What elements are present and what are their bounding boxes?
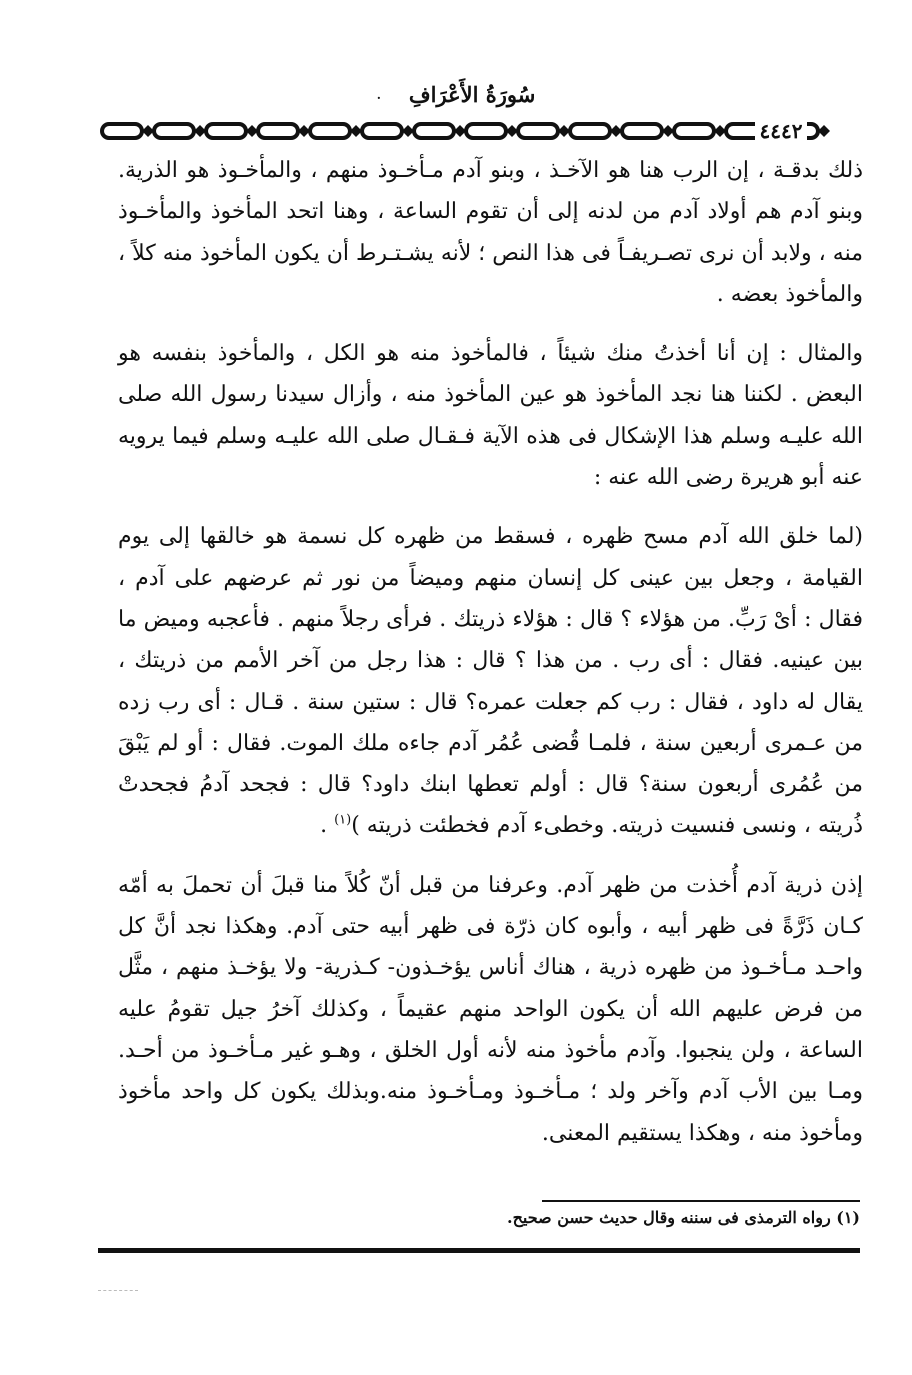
chain-ornament-icon: [100, 118, 862, 144]
page-number: ٤٤٤٢: [755, 118, 807, 144]
paragraph-2: والمثال : إن أنا أخذتُ منك شيئاً ، فالمأخوذ منه هو الكل ، والمأخوذ بنفسه هو البعض . لكننا هنا نجد المأخوذ هو عين المأخوذ منه ، وأزال سيدنا رسول الله صلى الله عليـه وسلم هذا الإشكال فى هذه الآية فـقـال صلى الله عليـه وسلم فيما يرويه عنه أبو هريرة رضى الله عنه :: [118, 341, 863, 491]
chain-diamond-13: [818, 125, 830, 137]
scan-mark: [98, 1290, 138, 1291]
chain-link-1: [154, 124, 194, 138]
chain-link-3: [258, 124, 298, 138]
paragraph-1: ذلك بدقـة ، إن الرب هنا هو الآخـذ ، وبنو آدم مـأخـوذ منهم ، والمأخـوذ هو الذرية. وبنو آدم هم أولاد آدم من لدنه إلى أن تقوم الساعة ، وهنا اتحد المأخوذ والمأخـوذ منه ، ولابد أن نرى تصـريفـاً فى هذا النص ؛ لأنه يشـتـرط أن يكون المأخوذ منه كلاً ، والمأخوذ بعضه .: [118, 158, 863, 307]
hadith-end: .: [320, 813, 335, 839]
chain-link-2: [206, 124, 246, 138]
footnote-reference[interactable]: (١): [334, 813, 352, 829]
paragraph-4: إذن ذرية آدم أُخذت من ظهر آدم. وعرفنا من قبل أنّ كُلاً منا قبلَ أن تحملَ به أمّه كـان ذَرَّةً فى ظهر أبيه ، وأبوه كان ذرّة فى ظهر أبيه حتى آدم. وهكذا نجد أنَّ كل واحـد مـأخـوذ من ظهره ذرية ، هناك أناس يؤخـذون- كـذرية- ولا يؤخـذ منهم ، مثَّل من فرض عليهم الله أن يكون الواحد منهم عقيماً ، وكذلك آخرُ جيل تقومُ عليه الساعة ، ولن ينجبوا. وآدم مأخوذ منه لأنه أول الخلق ، وهـو غير مـأخـوذ من أحـد. ومـا بين الأب آدم وآخر ولد ؛ مـأخـوذ ومـأخـوذ منه.وبذلك يكون كل واحد مأخوذ ومأخوذ منه ، وهكذا يستقيم المعنى.: [118, 872, 863, 1146]
chain-link-9: [570, 124, 610, 138]
chain-link-8: [518, 124, 558, 138]
chain-link-6: [414, 124, 454, 138]
chain-link-5: [362, 124, 402, 138]
surah-title-text: سُورَةُ الأَعْرَافِ: [408, 82, 536, 107]
title-dot: ·: [376, 91, 381, 105]
header-ornament-border: [100, 118, 862, 144]
hadith-paragraph: [118, 516, 863, 846]
chain-link-7: [466, 124, 506, 138]
chain-link-0: [102, 124, 142, 138]
page-bottom-rule: [98, 1248, 860, 1253]
footnote: (١) رواه الترمذى فى سننه وقال حديث حسن صحيح.: [507, 1208, 860, 1227]
chain-link-10: [622, 124, 662, 138]
chain-link-4: [310, 124, 350, 138]
surah-title: [0, 82, 912, 107]
chain-link-11: [674, 124, 714, 138]
footnote-divider: [542, 1200, 860, 1202]
hadith-text: (لما خلق الله آدم مسح ظهره ، فسقط من ظهره كل نسمة هو خالقها إلى يوم القيامة ، وجعل بين عينى كل إنسان منهم وميضاً من نور ثم عرضهم على آدم ، فقال : أىْ رَبِّ. من هؤلاء ؟ قال : هؤلاء ذريتك . فرأى رجلاً منهم . فأعجبه وميض ما بين عينيه. فقال : أى رب . من هذا ؟ قال : هذا رجل من آخر الأمم من ذريتك ، يقال له داود ، فقال : رب كم جعلت عمره؟ قال : ستين سنة . قـال : أى رب زده من عـمرى أربعين سنة ، فلمـا قُضى عُمُر آدم جاءه ملك الموت. فقال : أو لم يَبْقَ من عُمُرى أربعون سنة؟ قال : أولم تعطها ابنك داود؟ قال : فجحد آدمُ فجحدتْ ذُريته ، ونسى فنسيت ذريته. وخطىء آدم فخطئت ذريته ): [118, 524, 863, 839]
main-text: [118, 150, 863, 1154]
